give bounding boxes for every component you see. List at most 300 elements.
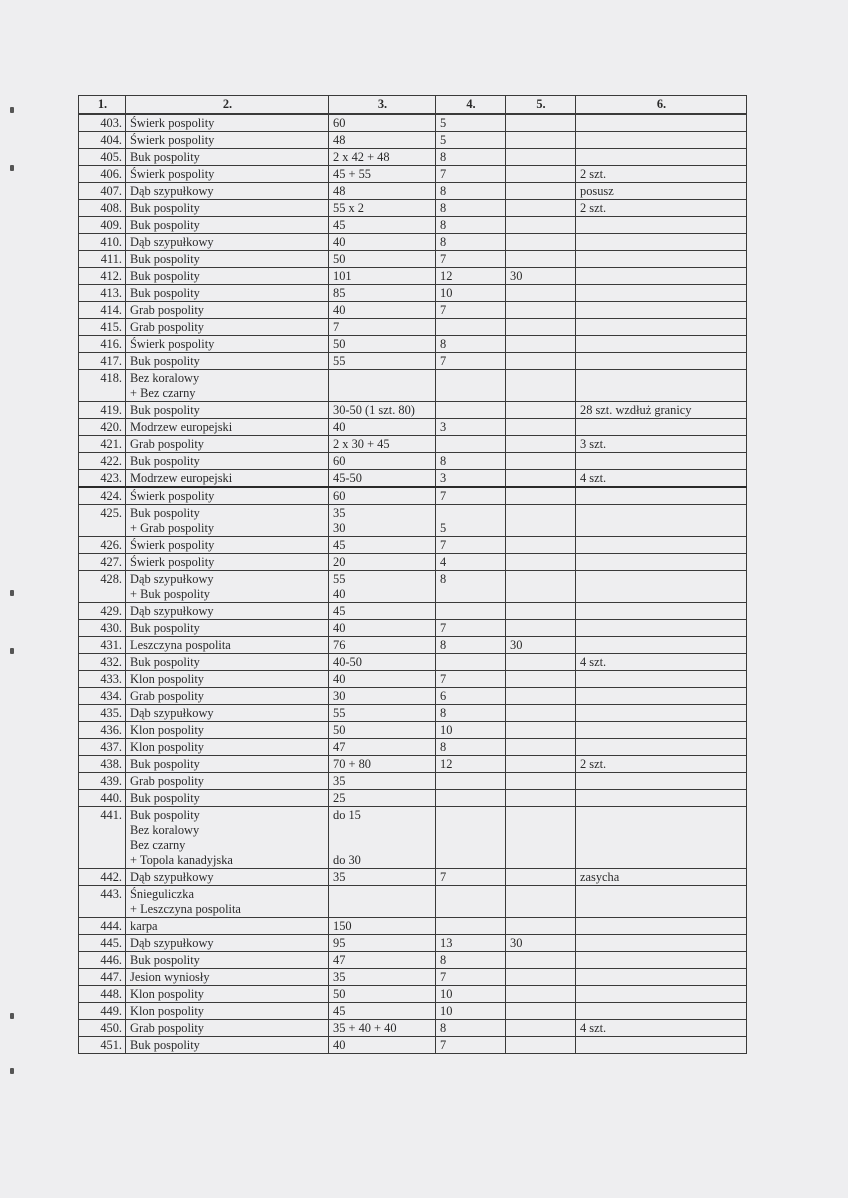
height-cell (436, 470, 506, 488)
measure-cell (329, 183, 436, 200)
height-cell (436, 1037, 506, 1054)
extra-cell (506, 571, 576, 603)
row-number-cell: 418. (79, 370, 126, 402)
table-row (79, 370, 747, 402)
cell-line: Buk pospolity (130, 269, 200, 283)
height-cell (436, 688, 506, 705)
cell-line (440, 587, 502, 602)
extra-cell (506, 952, 576, 969)
cell-line: 10 (440, 723, 453, 737)
row-number-cell: 407. (79, 183, 126, 200)
notes-cell (576, 453, 747, 470)
notes-cell (576, 739, 747, 756)
measure-cell (329, 402, 436, 419)
cell-line: 2 szt. (580, 201, 607, 215)
height-cell (436, 918, 506, 935)
cell-line: Grab pospolity (130, 1021, 204, 1035)
table-row (79, 986, 747, 1003)
height-cell (436, 487, 506, 505)
height-cell (436, 654, 506, 671)
column-header: 4. (436, 96, 506, 115)
cell-line (510, 689, 572, 704)
cell-line (580, 672, 743, 687)
extra-cell (506, 370, 576, 402)
species-cell (126, 571, 329, 603)
row-number-cell: 450. (79, 1020, 126, 1037)
cell-line (440, 655, 502, 670)
cell-line (510, 489, 572, 504)
cell-line: Modrzew europejski (130, 420, 233, 434)
cell-line: 10 (440, 1004, 453, 1018)
cell-line: Świerk pospolity (130, 133, 215, 147)
measure-cell (329, 436, 436, 453)
table-row (79, 302, 747, 319)
species-cell (126, 505, 329, 537)
cell-line: Buk pospolity (130, 354, 200, 368)
notes-cell (576, 807, 747, 869)
cell-line: 3 szt. (580, 437, 607, 451)
table-row (79, 869, 747, 886)
table-row (79, 419, 747, 436)
extra-cell (506, 319, 576, 336)
row-number-cell: 415. (79, 319, 126, 336)
cell-line: 7 (440, 621, 447, 635)
cell-line (510, 572, 572, 587)
cell-line: 8 (440, 150, 447, 164)
table-row (79, 603, 747, 620)
species-cell (126, 790, 329, 807)
row-number-cell: 437. (79, 739, 126, 756)
height-cell (436, 453, 506, 470)
cell-line (510, 706, 572, 721)
cell-line (510, 604, 572, 619)
cell-line (580, 902, 743, 917)
cell-line: 35 (333, 774, 346, 788)
cell-line: Dąb szypułkowy (130, 870, 214, 884)
cell-line: Buk pospolity (130, 655, 200, 669)
species-cell (126, 537, 329, 554)
measure-cell (329, 537, 436, 554)
measure-cell (329, 285, 436, 302)
row-number-cell: 409. (79, 217, 126, 234)
species-cell (126, 166, 329, 183)
cell-line: 7 (440, 1038, 447, 1052)
measure-cell (329, 166, 436, 183)
cell-line (580, 953, 743, 968)
species-cell (126, 554, 329, 571)
cell-line (580, 1038, 743, 1053)
measure-cell (329, 470, 436, 488)
species-cell (126, 302, 329, 319)
notes-cell (576, 773, 747, 790)
cell-line (580, 116, 743, 131)
cell-line: 40 (333, 587, 346, 601)
cell-line: Grab pospolity (130, 320, 204, 334)
species-cell (126, 200, 329, 217)
height-cell (436, 1020, 506, 1037)
cell-line (580, 808, 743, 823)
table-row (79, 554, 747, 571)
measure-cell (329, 739, 436, 756)
notes-cell (576, 537, 747, 554)
measure-cell (329, 132, 436, 149)
cell-line: 40-50 (333, 655, 362, 669)
cell-line (510, 987, 572, 1002)
extra-cell (506, 419, 576, 436)
table-row (79, 756, 747, 773)
species-cell (126, 114, 329, 132)
species-cell (126, 952, 329, 969)
cell-line: Dąb szypułkowy (130, 604, 214, 618)
cell-line: 7 (440, 970, 447, 984)
species-cell (126, 234, 329, 251)
cell-line: 3 (440, 420, 447, 434)
height-cell (436, 268, 506, 285)
cell-line: 150 (333, 919, 352, 933)
cell-line: 7 (440, 538, 447, 552)
measure-cell (329, 986, 436, 1003)
cell-line (510, 953, 572, 968)
cell-line (510, 774, 572, 789)
cell-line: Grab pospolity (130, 689, 204, 703)
cell-line: Buk pospolity (130, 621, 200, 635)
extra-cell (506, 487, 576, 505)
cell-line (580, 1004, 743, 1019)
cell-line (580, 740, 743, 755)
height-cell (436, 166, 506, 183)
cell-line: Buk pospolity (130, 506, 200, 520)
cell-line: 3 (440, 471, 447, 485)
cell-line: 5 (440, 521, 447, 535)
cell-line: 2 szt. (580, 167, 607, 181)
table-row (79, 505, 747, 537)
cell-line (510, 853, 572, 868)
extra-cell (506, 336, 576, 353)
measure-cell (329, 654, 436, 671)
extra-cell (506, 969, 576, 986)
notes-cell (576, 132, 747, 149)
species-cell (126, 620, 329, 637)
height-cell (436, 554, 506, 571)
cell-line: Buk pospolity (130, 808, 200, 822)
cell-line: 55 x 2 (333, 201, 364, 215)
row-number-cell: 405. (79, 149, 126, 166)
row-number-cell: 426. (79, 537, 126, 554)
cell-line (510, 723, 572, 738)
cell-line (580, 269, 743, 284)
cell-line (510, 655, 572, 670)
cell-line: Klon pospolity (130, 987, 205, 1001)
notes-cell (576, 756, 747, 773)
height-cell (436, 935, 506, 952)
cell-line: 50 (333, 337, 346, 351)
table-row (79, 470, 747, 488)
cell-line (333, 887, 432, 902)
measure-cell (329, 571, 436, 603)
height-cell (436, 620, 506, 637)
cell-line (510, 337, 572, 352)
row-number-cell: 442. (79, 869, 126, 886)
notes-cell (576, 183, 747, 200)
height-cell (436, 790, 506, 807)
cell-line (580, 286, 743, 301)
height-cell (436, 114, 506, 132)
species-cell (126, 705, 329, 722)
height-cell (436, 807, 506, 869)
table-row (79, 722, 747, 739)
species-cell (126, 688, 329, 705)
cell-line: 2 szt. (580, 757, 607, 771)
row-number-cell: 439. (79, 773, 126, 790)
cell-line (510, 320, 572, 335)
extra-cell (506, 756, 576, 773)
cell-line: posusz (580, 184, 614, 198)
measure-cell (329, 688, 436, 705)
cell-line: Świerk pospolity (130, 555, 215, 569)
cell-line (333, 371, 432, 386)
cell-line: 30 (510, 936, 523, 950)
measure-cell (329, 319, 436, 336)
notes-cell (576, 336, 747, 353)
height-cell (436, 319, 506, 336)
row-number-cell: 412. (79, 268, 126, 285)
notes-cell (576, 554, 747, 571)
cell-line: 8 (440, 454, 447, 468)
notes-cell (576, 436, 747, 453)
cell-line (580, 386, 743, 401)
measure-cell (329, 969, 436, 986)
cell-line (510, 386, 572, 401)
extra-cell (506, 790, 576, 807)
extra-cell (506, 671, 576, 688)
cell-line: 8 (440, 201, 447, 215)
row-number-cell: 440. (79, 790, 126, 807)
cell-line (510, 672, 572, 687)
cell-line: 45 (333, 218, 346, 232)
cell-line: Buk pospolity (130, 1038, 200, 1052)
extra-cell (506, 773, 576, 790)
cell-line (333, 823, 432, 838)
cell-line: Świerk pospolity (130, 337, 215, 351)
measure-cell (329, 603, 436, 620)
table-row (79, 166, 747, 183)
cell-line: 76 (333, 638, 346, 652)
cell-line (510, 403, 572, 418)
table-row (79, 790, 747, 807)
cell-line (580, 838, 743, 853)
measure-cell (329, 1020, 436, 1037)
notes-cell (576, 419, 747, 436)
cell-line (510, 870, 572, 885)
row-number-cell: 430. (79, 620, 126, 637)
cell-line (510, 919, 572, 934)
extra-cell (506, 1020, 576, 1037)
cell-line: Klon pospolity (130, 740, 205, 754)
cell-line: 60 (333, 454, 346, 468)
cell-line: Buk pospolity (130, 286, 200, 300)
species-cell (126, 671, 329, 688)
notes-cell (576, 571, 747, 603)
cell-line (510, 621, 572, 636)
height-cell (436, 637, 506, 654)
extra-cell (506, 251, 576, 268)
extra-cell (506, 603, 576, 620)
cell-line: 30-50 (1 szt. 80) (333, 403, 415, 417)
cell-line (580, 987, 743, 1002)
notes-cell (576, 470, 747, 488)
extra-cell (506, 166, 576, 183)
cell-line: Buk pospolity (130, 757, 200, 771)
species-cell (126, 268, 329, 285)
row-number-cell: 444. (79, 918, 126, 935)
extra-cell (506, 918, 576, 935)
table-row (79, 114, 747, 132)
cell-line (510, 1021, 572, 1036)
measure-cell (329, 952, 436, 969)
cell-line: 7 (440, 489, 447, 503)
notes-cell (576, 722, 747, 739)
cell-line: 8 (440, 706, 447, 720)
cell-line (440, 838, 502, 853)
measure-cell (329, 671, 436, 688)
cell-line: 40 (333, 672, 346, 686)
cell-line: 101 (333, 269, 352, 283)
notes-cell (576, 1020, 747, 1037)
cell-line (333, 902, 432, 917)
height-cell (436, 234, 506, 251)
cell-line: 4 szt. (580, 471, 607, 485)
row-number-cell: 443. (79, 886, 126, 918)
measure-cell (329, 487, 436, 505)
species-cell (126, 470, 329, 488)
cell-line: Bez koralowy (130, 371, 200, 385)
cell-line (510, 521, 572, 536)
table-row (79, 1003, 747, 1020)
row-number-cell: 404. (79, 132, 126, 149)
notes-cell (576, 200, 747, 217)
cell-line: Jesion wyniosły (130, 970, 210, 984)
cell-line (510, 201, 572, 216)
extra-cell (506, 436, 576, 453)
table-row (79, 200, 747, 217)
cell-line (510, 133, 572, 148)
measure-cell (329, 268, 436, 285)
notes-cell (576, 654, 747, 671)
cell-line: Bez koralowy (130, 823, 200, 837)
cell-line (580, 420, 743, 435)
table-row (79, 251, 747, 268)
height-cell (436, 419, 506, 436)
species-cell (126, 1020, 329, 1037)
cell-line (580, 252, 743, 267)
measure-cell (329, 807, 436, 869)
column-header: 2. (126, 96, 329, 115)
notes-cell (576, 986, 747, 1003)
extra-cell (506, 620, 576, 637)
notes-cell (576, 705, 747, 722)
cell-line: 30 (510, 269, 523, 283)
height-cell (436, 773, 506, 790)
cell-line: 8 (440, 572, 447, 586)
punch-hole-mark (10, 107, 14, 113)
cell-line: 50 (333, 252, 346, 266)
cell-line (510, 740, 572, 755)
measure-cell (329, 886, 436, 918)
cell-line (440, 919, 502, 934)
extra-cell (506, 654, 576, 671)
species-cell (126, 183, 329, 200)
cell-line (580, 621, 743, 636)
cell-line (440, 320, 502, 335)
row-number-cell: 421. (79, 436, 126, 453)
extra-cell (506, 554, 576, 571)
column-header: 1. (79, 96, 126, 115)
cell-line: 40 (333, 1038, 346, 1052)
cell-line: 60 (333, 116, 346, 130)
cell-line (510, 887, 572, 902)
notes-cell (576, 1003, 747, 1020)
cell-line: 55 (333, 354, 346, 368)
species-cell (126, 722, 329, 739)
extra-cell (506, 200, 576, 217)
row-number-cell: 427. (79, 554, 126, 571)
cell-line: + Topola kanadyjska (130, 853, 233, 867)
height-cell (436, 251, 506, 268)
cell-line (440, 791, 502, 806)
cell-line: 8 (440, 235, 447, 249)
table-row (79, 918, 747, 935)
height-cell (436, 722, 506, 739)
table-row (79, 149, 747, 166)
height-cell (436, 183, 506, 200)
table-row (79, 969, 747, 986)
species-cell (126, 986, 329, 1003)
cell-line (510, 454, 572, 469)
cell-line: Dąb szypułkowy (130, 235, 214, 249)
extra-cell (506, 453, 576, 470)
cell-line: 7 (333, 320, 340, 334)
species-cell (126, 419, 329, 436)
table-row (79, 1020, 747, 1037)
cell-line: Grab pospolity (130, 437, 204, 451)
notes-cell (576, 217, 747, 234)
row-number-cell: 446. (79, 952, 126, 969)
cell-line (510, 303, 572, 318)
table-row (79, 1037, 747, 1054)
measure-cell (329, 114, 436, 132)
table-row (79, 132, 747, 149)
cell-line (440, 823, 502, 838)
measure-cell (329, 336, 436, 353)
height-cell (436, 353, 506, 370)
cell-line (580, 970, 743, 985)
punch-hole-mark (10, 1068, 14, 1074)
column-header: 5. (506, 96, 576, 115)
measure-cell (329, 353, 436, 370)
notes-cell (576, 671, 747, 688)
notes-cell (576, 952, 747, 969)
cell-line (580, 604, 743, 619)
notes-cell (576, 886, 747, 918)
species-cell (126, 739, 329, 756)
species-cell (126, 132, 329, 149)
cell-line: 55 (333, 572, 346, 586)
cell-line (580, 489, 743, 504)
extra-cell (506, 285, 576, 302)
cell-line: 5 (440, 133, 447, 147)
measure-cell (329, 722, 436, 739)
table-row (79, 654, 747, 671)
